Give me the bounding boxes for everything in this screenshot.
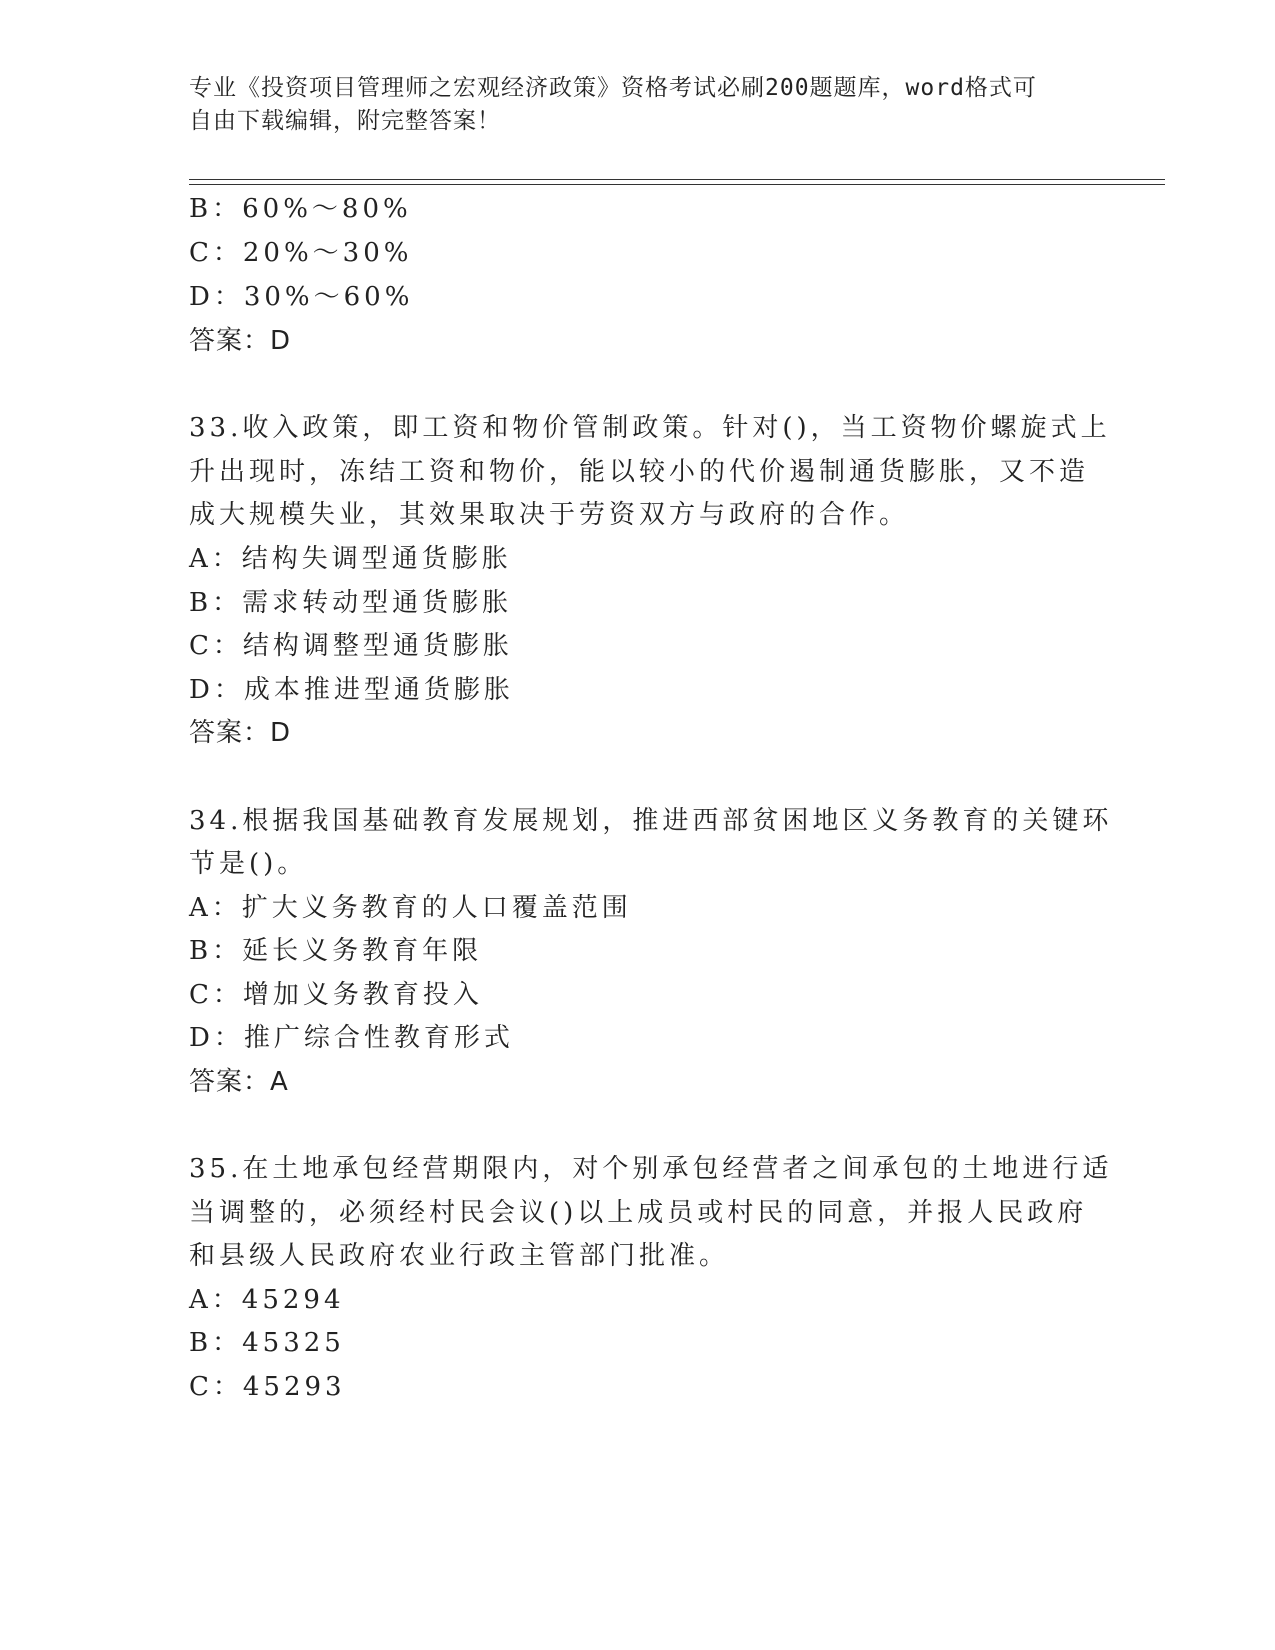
question-stem-line: 节是()。 [189,849,308,879]
option-a: A：扩大义务教育的人口覆盖范围 [189,893,632,923]
option-a: A：结构失调型通货膨胀 [189,544,512,574]
document-header [189,72,1089,138]
option-b: B：45325 [189,1328,345,1358]
answer-line: 答案：D [189,718,292,748]
option-d: D：推广综合性教育形式 [189,1023,514,1053]
question-stem-line: 33.收入政策，即工资和物价管制政策。针对()，当工资物价螺旋式上 [189,413,1111,443]
option-c: C：20%～30% [189,238,413,268]
option-d: D：30%～60% [189,282,414,312]
header-line-1: 专业《投资项目管理师之宏观经济政策》资格考试必刷200题题库，word格式可 [189,75,1037,101]
question-stem-line: 升出现时，冻结工资和物价，能以较小的代价遏制通货膨胀，又不造 [189,457,1090,487]
option-c: C：结构调整型通货膨胀 [189,631,513,661]
option-c: C：45293 [189,1372,346,1402]
question-stem-line: 当调整的，必须经村民会议()以上成员或村民的同意，并报人民政府 [189,1198,1088,1228]
header-line-2: 自由下载编辑，附完整答案！ [189,108,501,134]
option-b: B：延长义务教育年限 [189,936,483,966]
answer-line: 答案：D [189,326,292,356]
header-divider-top [189,179,1165,180]
option-d: D：成本推进型通货膨胀 [189,675,514,705]
question-stem-line: 34.根据我国基础教育发展规划，推进西部贫困地区义务教育的关键环 [189,806,1113,836]
option-b: B：60%～80% [189,194,412,224]
question-stem-line: 35.在土地承包经营期限内，对个别承包经营者之间承包的土地进行适 [189,1154,1113,1184]
option-c: C：增加义务教育投入 [189,980,483,1010]
question-stem-line: 成大规模失业，其效果取决于劳资双方与政府的合作。 [189,500,910,530]
answer-line: 答案：A [189,1067,289,1097]
question-stem-line: 和县级人民政府农业行政主管部门批准。 [189,1241,730,1271]
header-divider-bottom [189,184,1165,185]
option-a: A：45294 [189,1285,345,1315]
option-b: B：需求转动型通货膨胀 [189,588,513,618]
